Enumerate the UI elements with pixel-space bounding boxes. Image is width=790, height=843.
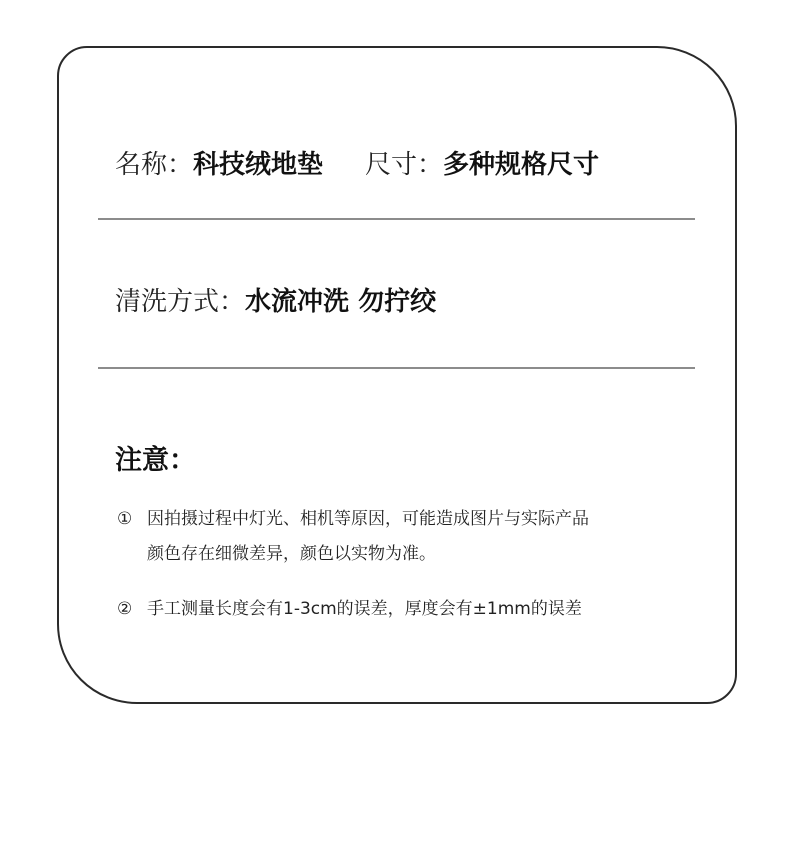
notice-item — [117, 502, 589, 572]
item-number: ① — [117, 509, 133, 529]
notice-text: 颜色存在细微差异，颜色以实物为准。 — [147, 544, 436, 564]
divider — [98, 218, 695, 220]
cleaning-row — [115, 285, 436, 319]
product-info-row — [115, 148, 599, 182]
size-label: 尺寸： — [365, 150, 444, 180]
cleaning-value: 水流冲洗 勿拧绞 — [245, 287, 437, 317]
notice-item — [117, 592, 582, 627]
notice-text: 手工测量长度会有1-3cm的误差，厚度会有±1mm的误差 — [147, 599, 582, 619]
name-label: 名称： — [115, 150, 194, 180]
divider — [98, 367, 695, 369]
notice-text: 因拍摄过程中灯光、相机等原因，可能造成图片与实际产品 — [147, 509, 589, 529]
cleaning-label: 清洗方式： — [115, 287, 246, 317]
item-number: ② — [117, 599, 133, 619]
size-value: 多种规格尺寸 — [443, 150, 600, 180]
name-value: 科技绒地垫 — [193, 150, 324, 180]
notice-title: 注意： — [115, 445, 196, 476]
